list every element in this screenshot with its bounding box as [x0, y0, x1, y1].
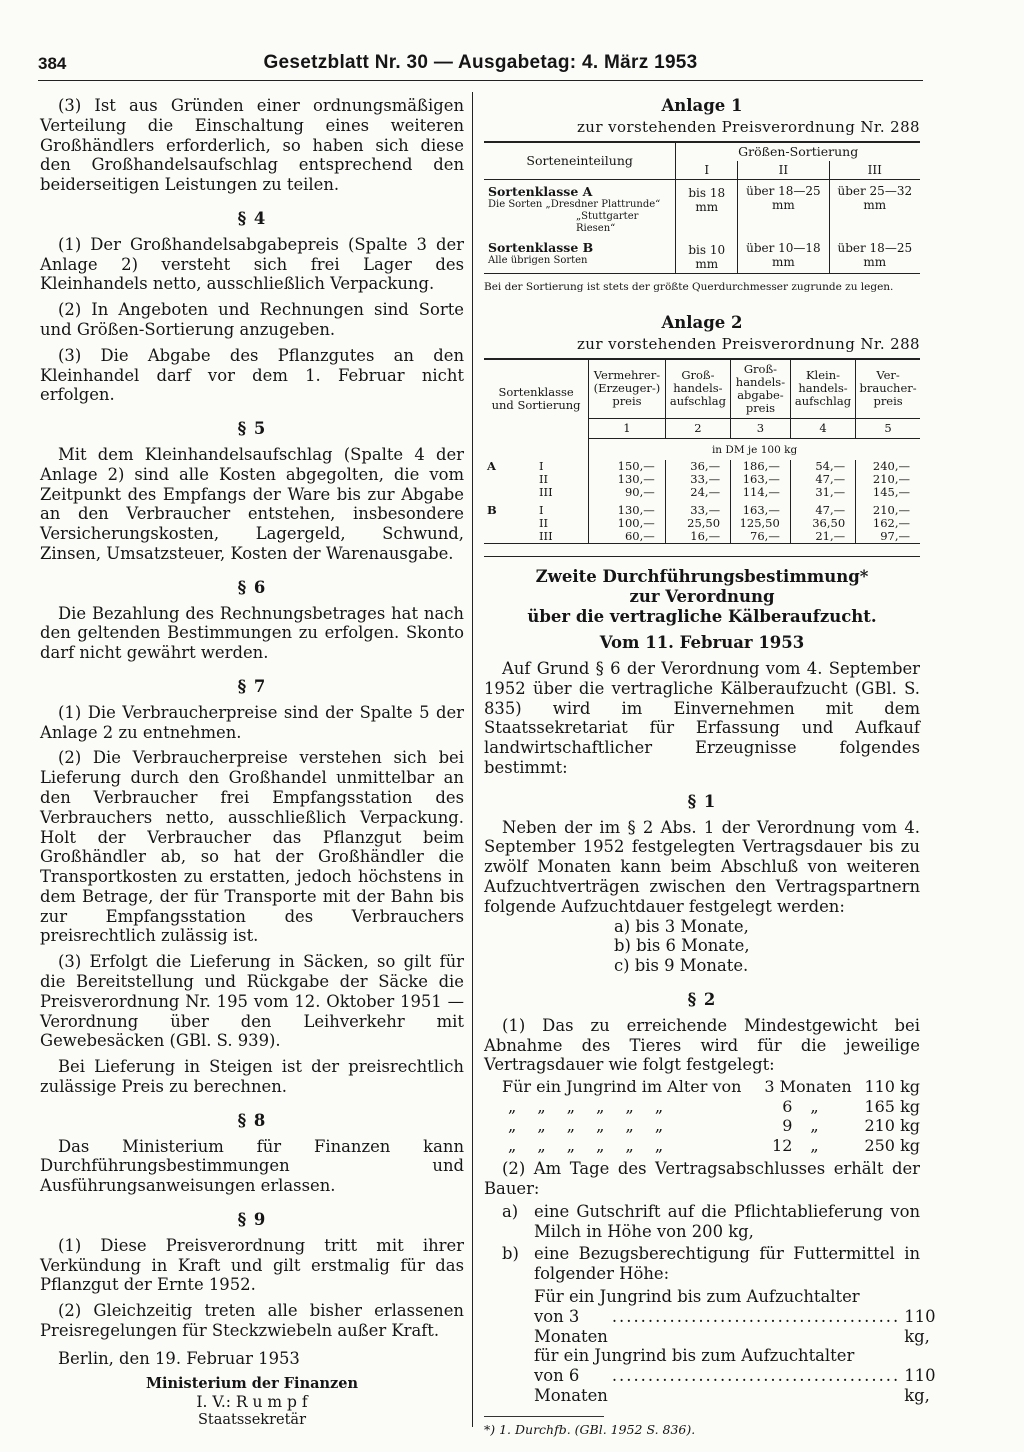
class-b-desc: Alle übrigen Sorten: [488, 254, 588, 266]
section-heading-7: § 7: [237, 676, 267, 696]
row-label: [484, 486, 589, 499]
paragraph-8: Das Ministerium für Finanzen kann Durchführungsbestimmungen und Ausführungsanweisungen erlassen.: [40, 1136, 464, 1196]
paragraph-5: Mit dem Kleinhandelsaufschlag (Spalte 4 der Anlage 2) sind alle Kosten abgegolten, die vom Zeitpunkt des Empfangs der Ware bis zur Abgabe an den Verbraucher entstehen, insbesondere Versicherungskosten, Lagergeld, Schwund, Zinsen, Umsatzsteuer, Kosten der Warenausgabe.: [40, 444, 464, 563]
decree-date: Vom 11. Februar 1953: [599, 632, 805, 652]
table-row: [484, 1077, 920, 1097]
table-cell: 150,—: [589, 460, 666, 473]
section-heading-9: § 9: [237, 1210, 267, 1230]
table-row: [484, 237, 920, 274]
decree-title-1: Zweite Durchführungsbestimmung*: [535, 566, 869, 586]
t2-colnum-4: 4: [790, 418, 855, 438]
header-rule: [38, 80, 923, 81]
feed-age-1: von 3 Monaten: [534, 1306, 608, 1346]
table-row: [484, 179, 920, 237]
weight-ditto-mark: „: [810, 1096, 819, 1116]
weight-lead: Für ein Jungrind im Alter von: [502, 1077, 742, 1097]
paragraph-7-3: (3) Erfolgt die Lieferung in Säcken, so gilt für die Bereitstellung und Rückgabe der Säcke die Preisverordnung Nr. 195 vom 12. Oktober 1951 — Verordnung über den Leihverkehr mit Gewebesäcken (GBl. S. 939).: [40, 952, 464, 1051]
page-header: [38, 52, 923, 78]
section-heading-6: § 6: [237, 577, 267, 597]
weight-age: 6: [782, 1096, 793, 1116]
table-cell: 36,50: [790, 517, 855, 530]
t2-colnum-1: 1: [589, 418, 666, 438]
anlage1-title: Anlage 1: [661, 96, 743, 115]
table-row: [484, 1116, 920, 1136]
section-heading-5: § 5: [237, 419, 267, 439]
signature-title: Staatssekretär: [197, 1411, 307, 1428]
t2-colnum-5: 5: [856, 418, 920, 438]
page-header-title: Gesetzblatt Nr. 30 — Ausgabetag: 4. März 1953: [263, 52, 698, 73]
weight-ditto-mark: „: [810, 1135, 819, 1155]
table-cell: 97,—: [856, 530, 920, 544]
table-cell: 47,—: [790, 473, 855, 486]
table-header-sort: Sorteneinteilung: [484, 142, 676, 180]
feed-line-2: für ein Jungrind bis zum Aufzuchtalter: [534, 1346, 855, 1366]
table-cell: 90,—: [589, 486, 666, 499]
row-label: [484, 499, 589, 517]
table-header-group: Größen-Sortierung: [676, 142, 920, 161]
table-cell: 210,—: [856, 499, 920, 517]
table-row: [484, 1097, 920, 1117]
column-divider: [472, 92, 473, 1427]
anlage1-table: [484, 141, 920, 274]
anlage2-table: [484, 358, 920, 544]
left-column: [40, 96, 464, 1429]
t2-header-5: Ver-braucher-preis: [856, 359, 920, 419]
duration-list: [614, 917, 920, 976]
item-a-text: eine Gutschrift auf die Pflichtablieferung von Milch in Höhe von 200 kg,: [534, 1201, 920, 1241]
t2-colnum-3: 3: [731, 418, 791, 438]
decree-paragraph-1: Neben der im § 2 Abs. 1 der Verordnung vom 4. September 1952 festgelegten Vertragsdauer bis zu zwölf Monaten kann beim Abschluß von weiteren Aufzuchtverträgen zwischen den Vertragspartnern folgende Aufzuchtdauer festgelegt werden:: [484, 817, 920, 916]
table-cell: 24,—: [665, 486, 730, 499]
paragraph-9-1: (1) Diese Preisverordnung tritt mit ihrer Verkündung in Kraft und gilt erstmalig für das Pflanzgut der Ernte 1952.: [40, 1235, 464, 1295]
item-a-label: a): [502, 1201, 519, 1221]
signature-name: I. V.: R u m p f: [196, 1392, 308, 1411]
row-sort: I: [539, 458, 544, 473]
cell-a-ii: über 18—25 mm: [738, 179, 829, 237]
dot-leader: ........................................: [611, 1306, 901, 1326]
row-class: B: [487, 502, 497, 517]
table-cell: 33,—: [665, 473, 730, 486]
row-sort: III: [539, 528, 553, 543]
anlage2-title: Anlage 2: [661, 313, 743, 333]
row-class: A: [487, 458, 496, 473]
feed-line-2b: [534, 1366, 936, 1406]
t2-header-2: Groß-handels-aufschlag: [665, 359, 730, 419]
anlage1-subtitle: zur vorstehenden Preisverordnung Nr. 288: [576, 117, 920, 136]
decree-title-3: über die vertragliche Kälberaufzucht.: [527, 606, 877, 626]
item-b-text: eine Bezugsberechtigung für Futtermittel in folgender Höhe:: [534, 1244, 920, 1284]
t2-header-3: Groß-handels-abgabe-preis: [731, 359, 791, 419]
table-cell: 60,—: [589, 530, 666, 544]
paragraph-6: Die Bezahlung des Rechnungsbetrages hat nach den geltenden Bestimmungen zu erfolgen. Skonto darf nicht gewährt werden.: [40, 603, 464, 663]
weight-kg: 110 kg: [864, 1077, 920, 1097]
table-cell: 125,50: [731, 517, 791, 530]
feed-value-2: 110 kg,: [904, 1366, 936, 1405]
paragraph-7-2: (2) Die Verbraucherpreise verstehen sich bei Lieferung durch den Großhandel unmittelbar an den Verbraucher frei Empfangsstation des Verbrauchers netto, ausschließlich Verpackung. Holt der Verbraucher das Pflanzgut beim Großhändler ab, so hat der Großhändler die Transportkosten zu erstatten, jedoch höchstens in dem Betrage, der für Transporte mit der Bahn bis zur Empfangsstation des Verbrauchers preisrechtlich zulässig ist.: [40, 748, 464, 946]
weight-age: 12: [772, 1135, 793, 1155]
table-cell: 76,—: [731, 530, 791, 544]
paragraph-4-1: (1) Der Großhandelsabgabepreis (Spalte 3 der Anlage 2) versteht sich frei Lager des Kleinhandels netto, ausschließlich Verpackung.: [40, 234, 464, 294]
row-sort: I: [539, 502, 544, 517]
t2-header-4: Klein-handels-aufschlag: [790, 359, 855, 419]
table-cell: 21,—: [790, 530, 855, 544]
table-row: [484, 486, 920, 499]
t2-unit: in DM je 100 kg: [589, 438, 920, 460]
signature-ministry: Ministerium der Finanzen: [145, 1374, 359, 1392]
row-sort: III: [539, 484, 553, 499]
feed-value-1: 110 kg,: [904, 1306, 936, 1346]
decree-paragraph-2-2: (2) Am Tage des Vertragsabschlusses erhält der Bauer:: [484, 1159, 920, 1198]
decree-paragraph-2-1: (1) Das zu erreichende Mindestgewicht bei Abnahme des Tieres wird für die jeweilige Vertragsdauer wie folgt festgelegt:: [484, 1015, 920, 1075]
table-cell: 36,—: [665, 460, 730, 473]
class-a-desc: Die Sorten „Dresdner Plattrunde“: [488, 198, 661, 210]
anlage1-note: Bei der Sortierung ist stets der größte Querdurchmesser zugrunde zu legen.: [484, 280, 894, 293]
table-cell: 163,—: [731, 499, 791, 517]
weight-ditto: „ „ „ „ „ „: [508, 1116, 672, 1136]
table-cell: 130,—: [589, 499, 666, 517]
decree-section-1: § 1: [687, 791, 717, 811]
footnote: *) 1. Durchfb. (GBl. 1952 S. 836).: [484, 1421, 696, 1437]
cell-a-iii: über 25—32 mm: [829, 179, 920, 237]
decree-section-2: § 2: [687, 989, 717, 1009]
row-label: [484, 460, 589, 473]
weight-ditto: „ „ „ „ „ „: [508, 1135, 672, 1155]
decree-intro: Auf Grund § 6 der Verordnung vom 4. September 1952 über die vertragliche Kälberaufzucht (GBl. S. 835) wird im Einvernehmen mit dem Staatssekretariat für Erfassung und Aufkauf landwirtschaftlicher Erzeugnisse folgendes bestimmt:: [484, 658, 920, 777]
table-cell: 100,—: [589, 517, 666, 530]
section-separator: [484, 556, 920, 557]
feed-allowance: [484, 1286, 936, 1406]
table-cell: 16,—: [665, 530, 730, 544]
paragraph-4-2: (2) In Angeboten und Rechnungen sind Sorte und Größen-Sortierung anzugeben.: [40, 300, 464, 339]
dot-leader: ........................................: [611, 1366, 901, 1386]
row-label: [484, 517, 589, 530]
list-item: a) bis 3 Monate,: [614, 916, 749, 936]
weight-age: 3 Monaten: [764, 1077, 852, 1097]
table-row: [484, 530, 920, 544]
cell-a-i: bis 18 mm: [676, 179, 738, 237]
section-heading-8: § 8: [237, 1110, 267, 1130]
paragraph-7-1: (1) Die Verbraucherpreise sind der Spalte 5 der Anlage 2 zu entnehmen.: [40, 702, 464, 742]
table-cell: 54,—: [790, 460, 855, 473]
table-row: [484, 499, 920, 517]
table-cell: 162,—: [856, 517, 920, 530]
row-sort: II: [539, 515, 549, 530]
footnote-rule: [484, 1416, 604, 1417]
table-cell: 210,—: [856, 473, 920, 486]
right-column: [484, 96, 936, 1439]
row-sort: II: [539, 471, 549, 486]
t2-colnum-2: 2: [665, 418, 730, 438]
anlage2-subtitle: zur vorstehenden Preisverordnung Nr. 288: [576, 335, 920, 354]
table-header-iii: III: [829, 161, 920, 180]
table-header-ii: II: [738, 161, 829, 180]
weight-ditto-mark: „: [810, 1116, 819, 1136]
weight-kg: 250 kg: [864, 1135, 920, 1155]
table-cell: 114,—: [731, 486, 791, 499]
list-item: [484, 1244, 920, 1284]
table-cell: 130,—: [589, 473, 666, 486]
class-b-name: Sortenklasse B: [488, 239, 594, 255]
feed-line-1b: [534, 1306, 936, 1347]
paragraph-3-3: (3) Ist aus Gründen einer ordnungsmäßigen Verteilung die Einschaltung eines weiteren Großhändlers erforderlich, so haben sich diese den Großhandelsaufschlag entsprechend den beiderseitigen Leistungen zu teilen.: [40, 96, 464, 195]
list-item: c) bis 9 Monate.: [614, 956, 749, 976]
page-number: 384: [38, 54, 67, 73]
feed-age-2: von 6 Monaten: [534, 1366, 608, 1405]
t2-header-1: Vermehrer-(Erzeuger-) preis: [589, 359, 666, 419]
list-item: b) bis 6 Monate,: [614, 936, 750, 956]
table-cell: 145,—: [856, 486, 920, 499]
table-cell: 25,50: [665, 517, 730, 530]
table-cell: 33,—: [665, 499, 730, 517]
weight-age: 9: [782, 1116, 793, 1136]
row-label: [484, 530, 589, 544]
table-cell: 47,—: [790, 499, 855, 517]
table-header-i: I: [676, 161, 738, 180]
row-label: [484, 473, 589, 486]
section-heading-4: § 4: [237, 208, 267, 228]
list-item: [484, 1202, 920, 1242]
table-cell: 31,—: [790, 486, 855, 499]
weight-ditto: „ „ „ „ „ „: [508, 1096, 672, 1116]
cell-b-i: bis 10 mm: [676, 237, 738, 274]
class-a-desc-2: „Stuttgarter Riesen“: [576, 210, 639, 234]
feed-line-1: Für ein Jungrind bis zum Aufzuchtalter: [534, 1286, 860, 1306]
cell-b-iii: über 18—25 mm: [829, 237, 920, 274]
paragraph-7-4: Bei Lieferung in Steigen ist der preisrechtlich zulässige Preis zu berechnen.: [40, 1057, 464, 1097]
paragraph-9-2: (2) Gleichzeitig treten alle bisher erlassenen Preisregelungen für Steckzwiebeln außer Kraft.: [40, 1301, 464, 1341]
table-cell: 186,—: [731, 460, 791, 473]
decree-title-2: zur Verordnung: [629, 586, 775, 606]
table-row: [484, 1136, 920, 1156]
weight-kg: 210 kg: [864, 1116, 920, 1136]
class-a-name: Sortenklasse A: [488, 183, 593, 199]
item-b-label: b): [502, 1244, 519, 1264]
weight-kg: 165 kg: [864, 1096, 920, 1116]
table-cell: 240,—: [856, 460, 920, 473]
signing-date: Berlin, den 19. Februar 1953: [58, 1348, 300, 1368]
paragraph-4-3: (3) Die Abgabe des Pflanzgutes an den Kleinhandel darf vor dem 1. Februar nicht erfolgen.: [40, 345, 464, 405]
table-cell: 163,—: [731, 473, 791, 486]
cell-b-ii: über 10—18 mm: [738, 237, 829, 274]
t2-header-0: Sortenklasse und Sortierung: [491, 385, 581, 413]
weight-table: [484, 1077, 920, 1155]
